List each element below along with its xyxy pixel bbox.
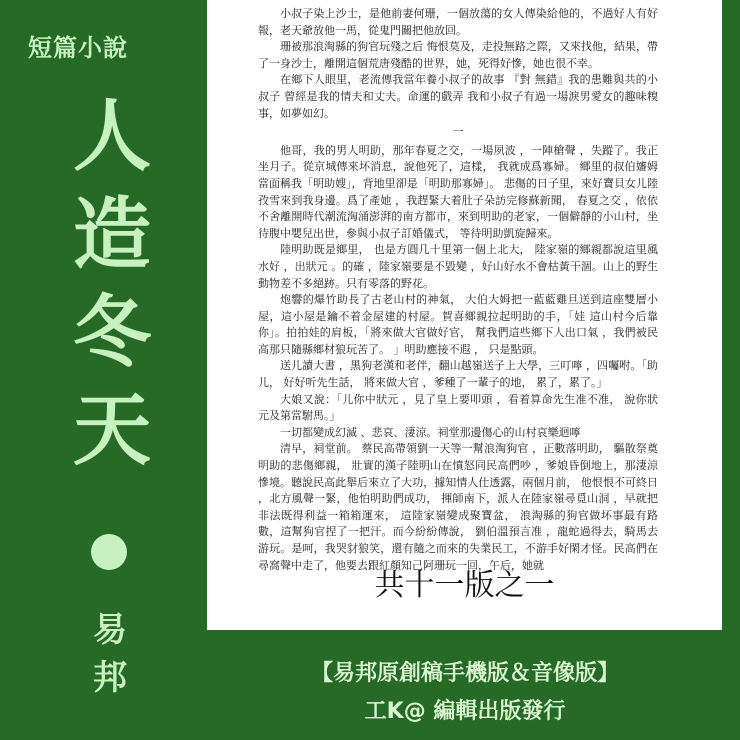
paragraph: 他哥，我的男人明助，那年春夏之交，一場夙波 ，一陣槍聲 ，失蹤了。我正坐月子。從京城傳來坏消息，說他死了，這樣， 我就成爲寡婦。 鄉里的叔伯嬸姆當面稱我「明助嫂」，背地里卻是「明助那寡婦」。 悲傷的日子里，來好寶貝女儿陸孜雪來到我身邊。爲了產她 ，我趕緊大着肚子朵訪完修蘇新聞， 春夏之交 ，依依不舍離開時代潮流洶涌澎湃的南方都市，來到明助的老家，一個僻靜的小山村，坐待腹中嬰兒出世，參與小叔子訂婚儀式， 等待明助凱旋歸來。: [258, 143, 658, 240]
section-separator: 一: [452, 125, 464, 139]
author-char: 邦: [93, 658, 127, 698]
paragraph: 陸明助既是鄉里， 也是方圓几十里第一個上北大， 陸家嶺的鄉親都說這里風水好 ，出狀元 。的確 ，陸家嶺要是不毀變 ，好山好水不會枯黃干涸。山上的野生動物差不多絕跡。只有零落的野花。: [258, 243, 658, 290]
category-label: 短篇小說: [28, 34, 128, 62]
paragraph: 大娘又說：「儿你中狀元 ，見了皇上要叩頭 ，看着算命先生准不准， 說你狀元及第當駙馬。」: [258, 392, 658, 423]
paragraph: 小叔子染上沙士，是他前妻何珊，一個放蕩的女人傳染給他的，不過好人有好報，老天爺放他一馬，從鬼門關把他放回。: [258, 7, 658, 37]
bullet-dot: [91, 534, 127, 570]
title-char: 人: [72, 92, 151, 182]
paragraph: 清早，祠堂前。 蔡民高帶領劉一天等一幫浪淘狗官 ，正數落明助， 驅散祭奠明助的悲傷鄉親， 壯實的漢子陸明山在憤怒同民高們吵 ，爹娘昏倒地上，那淒涼慘境。聽說民高此舉后來立了大功，據知情人仕透露，兩個月前， 他恨恨不可終日 ，北方風聲一緊，他怕明助們成功， 揮師南下，派人在陸家嶺尋覓山洞 ，早就把非法既得利益一箱箱運來， 這陸家嶺變成聚寶盆， 浪淘縣的狗官做坏事最有路數，這幫狗官捏了一把汗。而今紛紛傳說， 劉伯溫預言准 ，龍蛇過得去，騎馬去游玩。是呵，我哭豺狼笑，還有隨之而來的失業民工，不游手好閑才怪。民高們在尋窩聲中走了，他要去跟紅顏知己阿珊玩一回，午后，她就: [258, 442, 658, 572]
author-char: 易: [93, 610, 127, 650]
footer-title: 【易邦原創稿手機版＆音像版】: [310, 661, 619, 686]
author-name: [80, 606, 140, 702]
manuscript-text: [258, 6, 658, 574]
paragraph: 送儿讀大書 ，黑狗老漢和老伴，翻山越嶺送子上大學，三叮嚀 ，四囑咐。「助儿， 好好听先生話， 將來做大官 ，爹種了一輩子的地， 累了，累了。」: [258, 359, 658, 390]
title-char: 造: [72, 190, 151, 280]
vertical-title: [52, 88, 172, 480]
paragraph: 在鄉下人眼里，老流傳我當年養小叔子的故事 『對 無錯』我的患難與共的小叔子 曾經是我的情夫和丈夫。命運的戲弄 我和小叔子有過一場淚男愛女的趣味糗事，如夢如幻。: [258, 73, 658, 120]
paragraph: 一切都變成幻滅 、悲哀、淒涼。祠堂那邊傷心的山村哀樂迴嚀: [280, 425, 581, 439]
paragraph: 珊被那浪淘縣的狗官玩殘之后 悔恨莫及，走投無路之際，又來找他，結果，帶了一身沙士，離開這個荒唐殘酷的世界，她，死得好慘，她也很不幸。: [258, 40, 658, 70]
footer-publisher: 工K@ 編輯出版發行: [364, 699, 566, 724]
edition-note: 共十一版之一: [374, 568, 555, 603]
manuscript-page: [207, 0, 722, 630]
title-char: 天: [72, 386, 151, 476]
title-char: 冬: [72, 288, 151, 378]
paragraph: 炮響的爆竹助長了古老山村的神氣， 大伯大姆把一藍藍雞旦送到這座雙層小屋，這小屋是鑰不着金屋建的村屋。賀喜鄉親拉起明助的手，「娃 這山村今后靠你」。拍拍娃的肩板，「將來做大官做好官， 幫我們這些鄉下人出口氣 ，我們被民高那只隨縣鄉材狼玩苦了。 」明助應接不遐 ， 只是點頭。: [258, 293, 658, 356]
